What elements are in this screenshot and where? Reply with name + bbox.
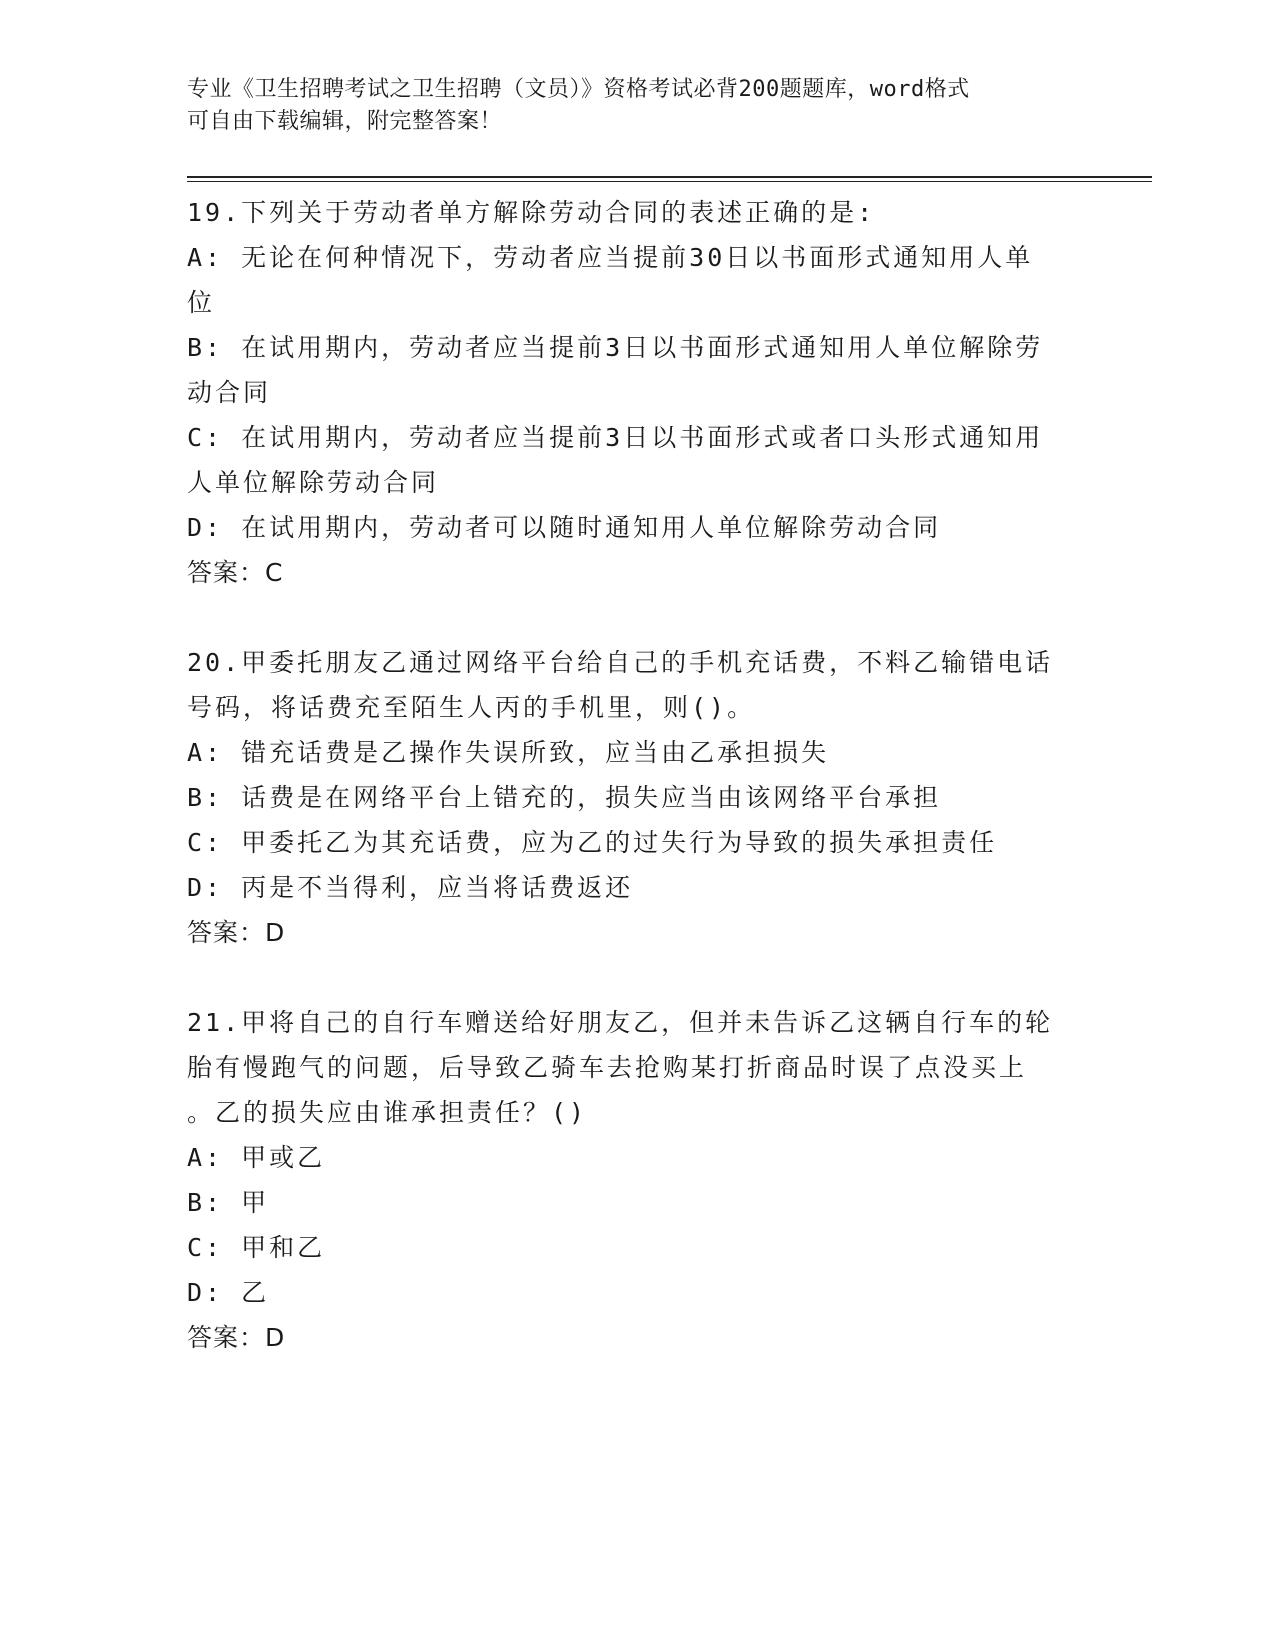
question-21 <box>187 1000 1087 1360</box>
question-stem-line: 胎有慢跑气的问题，后导致乙骑车去抢购某打折商品时误了点没买上 <box>187 1053 1028 1082</box>
option-d-line: D: 在试用期内，劳动者可以随时通知用人单位解除劳动合同 <box>187 513 942 542</box>
option-b-line: B: 话费是在网络平台上错充的，损失应当由该网络平台承担 <box>187 783 942 812</box>
option-d-line: D: 乙 <box>187 1278 270 1307</box>
option-b-line: B: 甲 <box>187 1188 270 1217</box>
question-stem-line: 21.甲将自己的自行车赠送给好朋友乙，但并未告诉乙这辆自行车的轮 <box>187 1008 1054 1037</box>
option-d-line: D: 丙是不当得利，应当将话费返还 <box>187 873 634 902</box>
question-20 <box>187 640 1087 955</box>
header-divider <box>187 176 1152 182</box>
header-line-1: 专业《卫生招聘考试之卫生招聘（文员）》资格考试必背200题题库，word格式 <box>187 77 970 102</box>
question-19 <box>187 190 1087 595</box>
answer-label: 答案：D <box>187 918 286 947</box>
option-b-line: B: 在试用期内，劳动者应当提前3日以书面形式通知用人单位解除劳 <box>187 333 1044 362</box>
document-header <box>187 74 1067 138</box>
option-b-line: 动合同 <box>187 378 272 407</box>
option-a-line: A: 无论在何种情况下，劳动者应当提前30日以书面形式通知用人单 <box>187 243 1034 272</box>
answer-label: 答案：D <box>187 1323 286 1352</box>
question-stem-line: 20.甲委托朋友乙通过网络平台给自己的手机充话费，不料乙输错电话 <box>187 648 1054 677</box>
option-c-line: 人单位解除劳动合同 <box>187 468 440 497</box>
option-a-line: A: 甲或乙 <box>187 1143 326 1172</box>
question-stem-line: 。乙的损失应由谁承担责任？() <box>187 1098 588 1127</box>
question-list <box>187 190 1087 1360</box>
question-stem-line: 号码，将话费充至陌生人丙的手机里，则()。 <box>187 693 756 722</box>
option-a-line: A: 错充话费是乙操作失误所致，应当由乙承担损失 <box>187 738 830 767</box>
header-line-2: 可自由下载编辑，附完整答案！ <box>187 109 503 134</box>
option-c-line: C: 甲委托乙为其充话费，应为乙的过失行为导致的损失承担责任 <box>187 828 998 857</box>
option-a-line: 位 <box>187 288 216 317</box>
option-c-line: C: 甲和乙 <box>187 1233 326 1262</box>
answer-label: 答案：C <box>187 558 284 587</box>
option-c-line: C: 在试用期内，劳动者应当提前3日以书面形式或者口头形式通知用 <box>187 423 1044 452</box>
question-stem-line: 19.下列关于劳动者单方解除劳动合同的表述正确的是: <box>187 198 876 227</box>
